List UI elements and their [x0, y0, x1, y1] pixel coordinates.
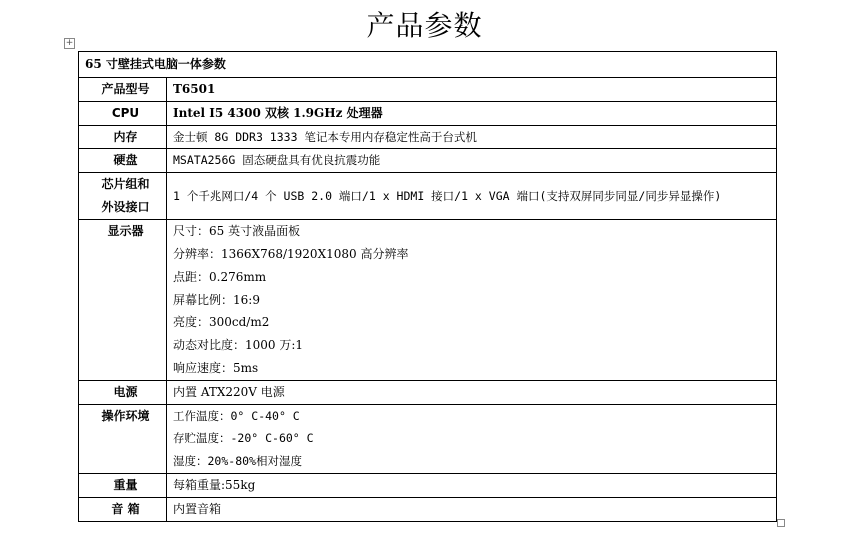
row-label-cpu: CPU — [79, 101, 167, 125]
display-spec-line: 响应速度：5ms — [173, 360, 259, 375]
table-row — [79, 497, 777, 521]
display-spec-line: 分辨率：1366X768/1920X1080 高分辨率 — [173, 246, 409, 261]
row-label-model: 产品型号 — [79, 78, 167, 102]
row-label-memory: 内存 — [79, 125, 167, 149]
table-row — [79, 220, 777, 381]
row-value-speaker: 内置音箱 — [167, 497, 777, 521]
row-value-cpu: Intel I5 4300 双核 1.9GHz 处理器 — [167, 101, 777, 125]
row-value-environment — [167, 404, 777, 473]
row-value-model: T6501 — [167, 78, 777, 102]
display-spec-line: 亮度：300cd/m2 — [173, 315, 270, 330]
table-header-row — [79, 52, 777, 78]
row-label-disk: 硬盘 — [79, 149, 167, 173]
row-label-weight: 重量 — [79, 473, 167, 497]
row-label-chipset-line-1: 芯片组和 — [101, 177, 150, 192]
display-spec-line: 屏幕比例：16:9 — [173, 292, 260, 307]
environment-spec-line: 湿度：20%-80%相对湿度 — [173, 454, 302, 469]
table-row — [79, 404, 777, 473]
table-row — [79, 78, 777, 102]
table-row — [79, 125, 777, 149]
row-value-chipset: 1 个千兆网口/4 个 USB 2.0 端口/1 x HDMI 接口/1 x VGA 端口(支持双屏同步同显/同步异显操作) — [167, 173, 777, 220]
row-value-weight: 每箱重量:55kg — [167, 473, 777, 497]
row-label-chipset-line-2: 外设接口 — [101, 200, 150, 215]
table-row — [79, 173, 777, 220]
table-row — [79, 473, 777, 497]
environment-spec-line: 存贮温度：-20° C-60° C — [173, 431, 314, 446]
row-label-speaker: 音 箱 — [79, 497, 167, 521]
table-row — [79, 380, 777, 404]
row-label-chipset — [79, 173, 167, 220]
display-spec-line: 点距：0.276mm — [173, 269, 267, 284]
table-row — [79, 149, 777, 173]
row-value-disk: MSATA256G 固态硬盘具有优良抗震功能 — [167, 149, 777, 173]
row-label-display: 显示器 — [79, 220, 167, 381]
environment-spec-line: 工作温度：0° C-40° C — [173, 408, 300, 423]
row-value-display — [167, 220, 777, 381]
row-label-environment: 操作环境 — [79, 404, 167, 473]
table-row — [79, 101, 777, 125]
row-label-power: 电源 — [79, 380, 167, 404]
display-spec-line: 尺寸：65 英寸液晶面板 — [173, 224, 301, 239]
table-resize-handle-icon[interactable] — [777, 519, 785, 527]
row-value-power: 内置 ATX220V 电源 — [167, 380, 777, 404]
row-value-memory: 金士顿 8G DDR3 1333 笔记本专用内存稳定性高于台式机 — [167, 125, 777, 149]
table-move-handle-icon[interactable]: + — [65, 38, 74, 48]
spec-table — [78, 51, 777, 522]
table-header: 65 寸壁挂式电脑一体参数 — [79, 52, 777, 78]
page-title: 产品参数 — [366, 9, 483, 42]
display-spec-line: 动态对比度：1000 万:1 — [173, 338, 304, 353]
